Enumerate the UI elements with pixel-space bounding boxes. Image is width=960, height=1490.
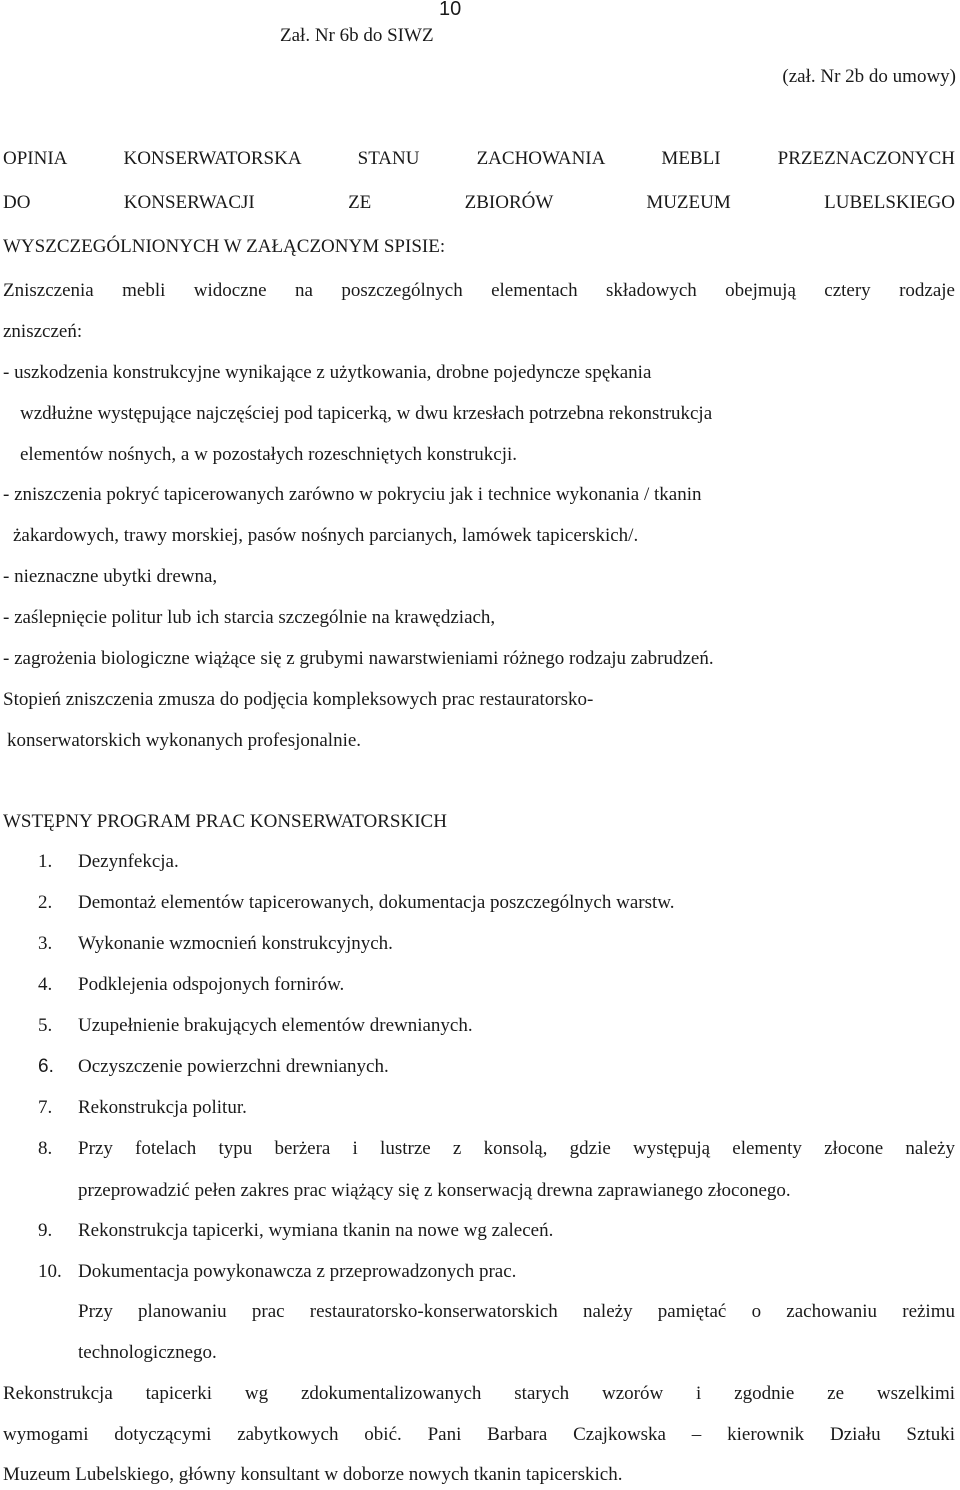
closing-line-3: Muzeum Lubelskiego, główny konsultant w doborze nowych tkanin tapicerskich. (3, 1464, 623, 1485)
damage-item-upholstery-cont: żakardowych, trawy morskiej, pasów nośnych parcianych, lamówek tapicerskich/. (13, 525, 639, 546)
program-item-number: 6. (38, 1056, 54, 1077)
attachment-label: Zał. Nr 6b do SIWZ (280, 25, 434, 46)
program-item-text-cont: przeprowadzić pełen zakres prac wiążący się z konserwacją drewna zaprawianego złoconego. (78, 1180, 791, 1201)
damage-item-structural: - uszkodzenia konstrukcyjne wynikające z użytkowania, drobne pojedyncze spękania (3, 362, 652, 383)
opinion-heading-line-3: WYSZCZEGÓLNIONYCH W ZAŁĄCZONYM SPISIE: (3, 236, 446, 257)
program-item-text: Demontaż elementów tapicerowanych, dokumentacja poszczególnych warstw. (78, 892, 675, 913)
program-item-number: 2. (38, 892, 53, 913)
program-item-number: 5. (38, 1015, 53, 1036)
damage-item-polish: - zaślepnięcie politur lub ich starcia szczególnie na krawędziach, (3, 607, 496, 628)
damage-item-upholstery: - zniszczenia pokryć tapicerowanych zarówno w pokryciu jak i technice wykonania / tkanin (3, 484, 702, 505)
opinion-intro-line-1: Zniszczenia mebli widoczne na poszczególnych elementach składowych obejmują cztery rodzaje (3, 280, 955, 301)
program-item-number: 7. (38, 1097, 53, 1118)
program-item-text: Dezynfekcja. (78, 851, 179, 872)
program-item-text: Oczyszczenie powierzchni drewnianych. (78, 1056, 389, 1077)
opinion-intro-line-2: zniszczeń: (3, 321, 83, 342)
program-item-text: Rekonstrukcja tapicerki, wymiana tkanin na nowe wg zaleceń. (78, 1220, 554, 1241)
program-item-number: 9. (38, 1220, 53, 1241)
program-note-line-1: Przy planowaniu prac restauratorsko-konserwatorskich należy pamiętać o zachowaniu reżimu (78, 1301, 955, 1322)
closing-line-1: Rekonstrukcja tapicerki wg zdokumentalizowanych starych wzorów i zgodnie ze wszelkimi (3, 1383, 955, 1404)
closing-line-2: wymogami dotyczącymi zabytkowych obić. Pani Barbara Czajkowska – kierownik Działu Sztuki (3, 1424, 955, 1445)
program-note-line-2: technologicznego. (78, 1342, 217, 1363)
program-item-number: 10. (38, 1261, 62, 1282)
program-item-number: 1. (38, 851, 53, 872)
opinion-heading-line-2: DO KONSERWACJI ZE ZBIORÓW MUZEUM LUBELSKIEGO (3, 192, 955, 213)
damage-item-structural-cont-2: elementów nośnych, a w pozostałych rozeschniętych konstrukcji. (20, 444, 518, 465)
program-item-number: 8. (38, 1138, 53, 1159)
opinion-heading-line-1: OPINIA KONSERWATORSKA STANU ZACHOWANIA MEBLI PRZEZNACZONYCH (3, 148, 955, 169)
program-item-text: Podklejenia odspojonych fornirów. (78, 974, 345, 995)
program-item-text: Przy fotelach typu berżera i lustrze z konsolą, gdzie występują elementy złocone należy (78, 1138, 955, 1159)
damage-item-biological: - zagrożenia biologiczne wiążące się z grubymi nawarstwieniami różnego rodzaju zabrudzeń. (3, 648, 714, 669)
page-number: 10 (439, 0, 462, 20)
damage-item-wood-loss: - nieznaczne ubytki drewna, (3, 566, 218, 587)
program-item-text: Dokumentacja powykonawcza z przeprowadzonych prac. (78, 1261, 517, 1282)
conclusion-line-1: Stopień zniszczenia zmusza do podjęcia kompleksowych prac restauratorsko- (3, 689, 594, 710)
program-item-number: 3. (38, 933, 53, 954)
program-item-text: Uzupełnienie brakujących elementów drewnianych. (78, 1015, 473, 1036)
program-heading: WSTĘPNY PROGRAM PRAC KONSERWATORSKICH (3, 811, 447, 832)
contract-reference: (zał. Nr 2b do umowy) (782, 66, 956, 87)
program-item-text: Wykonanie wzmocnień konstrukcyjnych. (78, 933, 393, 954)
program-item-text: Rekonstrukcja politur. (78, 1097, 247, 1118)
program-item-number: 4. (38, 974, 53, 995)
conclusion-line-2: konserwatorskich wykonanych profesjonalnie. (7, 730, 362, 751)
damage-item-structural-cont-1: wzdłużne występujące najczęściej pod tapicerką, w dwu krzesłach potrzebna rekonstrukcja (20, 403, 713, 424)
